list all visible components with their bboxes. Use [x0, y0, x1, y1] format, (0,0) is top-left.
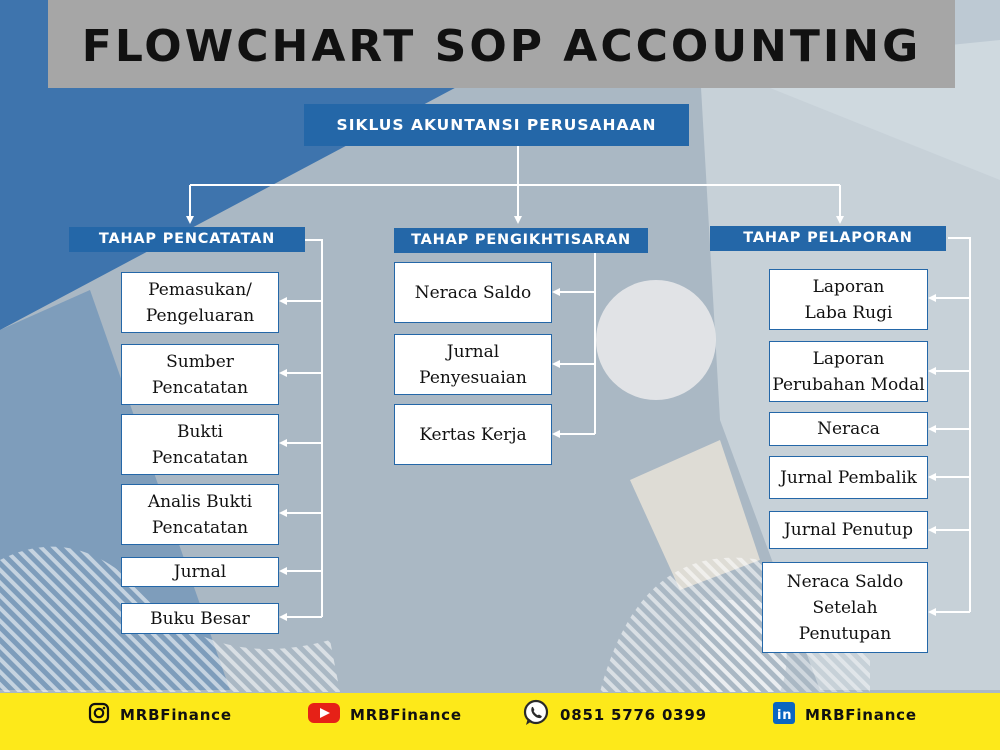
whatsapp-link[interactable]: [522, 693, 707, 737]
whatsapp-number: 0851 5776 0399: [560, 706, 707, 724]
step-jurnal-pembalik: Jurnal Pembalik: [769, 456, 928, 499]
step-neraca-saldo-setelah-penutupan: Neraca Saldo Setelah Penutupan: [762, 562, 928, 653]
linkedin-handle: MRBFinance: [805, 706, 917, 724]
stage-header-pengikhtisaran: TAHAP PENGIKHTISARAN: [394, 228, 648, 253]
instagram-handle: MRBFinance: [120, 706, 232, 724]
step-jurnal: Jurnal: [121, 557, 279, 587]
step-buku-besar: Buku Besar: [121, 603, 279, 634]
linkedin-icon: [773, 702, 795, 728]
step-sumber-pencatatan: Sumber Pencatatan: [121, 344, 279, 405]
youtube-icon: [308, 702, 340, 728]
step-bukti-pencatatan: Bukti Pencatatan: [121, 414, 279, 475]
root-node-siklus: SIKLUS AKUNTANSI PERUSAHAAN: [304, 104, 689, 146]
step-laporan-perubahan-modal: Laporan Perubahan Modal: [769, 341, 928, 402]
youtube-link[interactable]: [308, 693, 462, 737]
youtube-handle: MRBFinance: [350, 706, 462, 724]
linkedin-link[interactable]: [773, 693, 917, 737]
step-kertas-kerja: Kertas Kerja: [394, 404, 552, 465]
step-pemasukan-pengeluaran: Pemasukan/ Pengeluaran: [121, 272, 279, 333]
step-jurnal-penyesuaian: Jurnal Penyesuaian: [394, 334, 552, 395]
instagram-link[interactable]: [88, 693, 232, 737]
instagram-icon: [88, 702, 110, 728]
svg-text:in: in: [777, 708, 793, 723]
step-neraca-saldo: Neraca Saldo: [394, 262, 552, 323]
step-jurnal-penutup: Jurnal Penutup: [769, 511, 928, 549]
page-title: FLOWCHART SOP ACCOUNTING: [81, 21, 922, 72]
whatsapp-icon: [522, 699, 550, 731]
step-neraca: Neraca: [769, 412, 928, 446]
stage-header-pencatatan: TAHAP PENCATATAN: [69, 227, 305, 252]
stage-header-pelaporan: TAHAP PELAPORAN: [710, 226, 946, 251]
footer-contact-bar: [0, 693, 1000, 750]
step-laporan-laba-rugi: Laporan Laba Rugi: [769, 269, 928, 330]
step-analis-bukti-pencatatan: Analis Bukti Pencatatan: [121, 484, 279, 545]
